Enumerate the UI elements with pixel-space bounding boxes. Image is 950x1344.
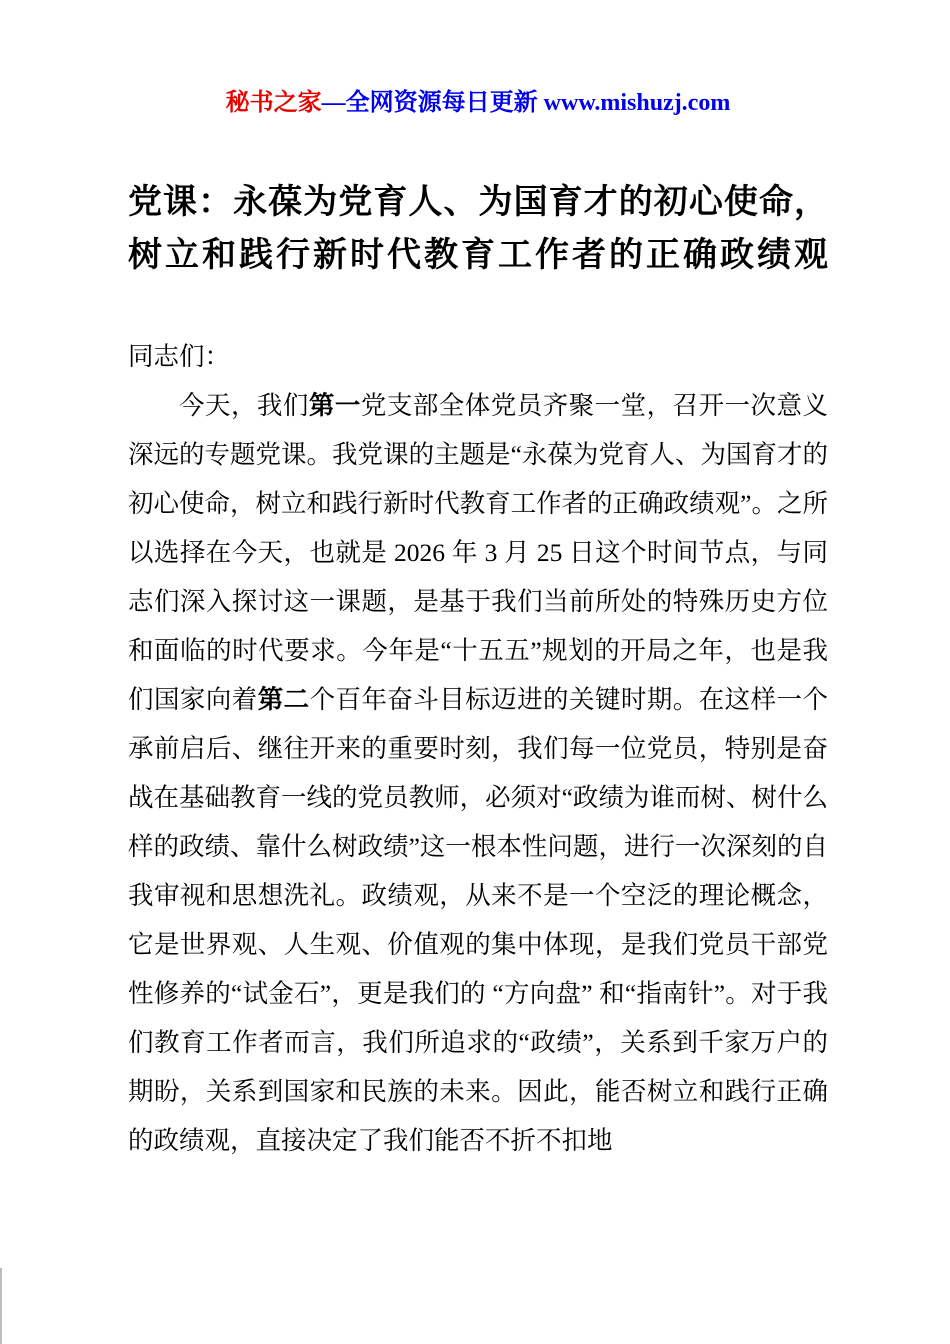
emphasis-text: 第二 [257,685,310,714]
body-paragraph [128,381,828,1165]
emphasis-text: 第一 [308,391,361,420]
body-text: 个百年奋斗目标迈进的关键时期。在这样一个承前启后、继往开来的重要时刻，我们每一位党员，特别是奋战在基础教育一线的党员教师，必须对“政绩为谁而树、树什么样的政绩、靠什么树政绩”这一根本性问题，进行一次深刻的自我审视和思想洗礼。政绩观，从来不是一个空泛的理论概念，它是世界观、人生观、价值观的集中体现，是我们党员干部党性修养的“试金石”，更是我们的 “方向盘” 和“指南针”。对于我们教育工作者而言，我们所追求的“政绩”，关系到千家万户的期盼，关系到国家和民族的未来。因此，能否树立和践行正确的政绩观，直接决定了我们能否不折不扣地 [128,685,828,1155]
site-url-link[interactable]: www.mishuzj.com [543,90,731,116]
site-brand: 秘书之家 [225,90,322,116]
body-text: 今天，我们 [179,391,309,420]
salutation: 同志们： [128,342,231,371]
title-line-1: 党课：永葆为党育人、为国育才的初心使命， [128,184,828,221]
body-text: 党支部全体党员齐聚一堂，召开一次意义深远的专题党课。我党课的主题是“永葆为党育人、为国育才的初心使命，树立和践行新时代教育工作者的正确政绩观”。之所以选择在今天，也就是 2026 年 3 月 25 日这个时间节点，与同志们深入探讨这一课题，是基于我们当前所处的特殊历史方位和面临的时代要求。今年是“十五五”规划的开局之年，也是我们国家向着 [128,391,828,714]
site-tagline: —全网资源每日更新 [321,90,544,116]
document-header [128,0,828,118]
title-line-2: 树立和践行新时代教育工作者的正确政绩观 [128,237,828,274]
document-title [128,176,828,282]
page-edge-artifact [0,1268,2,1344]
